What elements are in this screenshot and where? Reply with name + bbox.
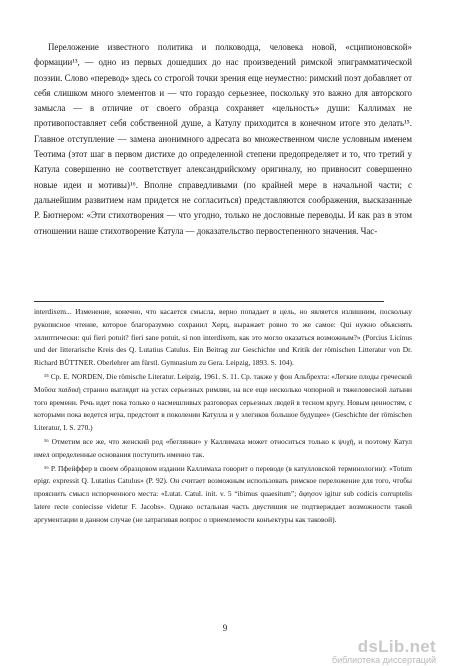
footnote-15: ¹⁵ Ср. E. NORDEN, Die römische Literatur. Leipzig, 1961. S. 11. Ср. также у фон Альбрехта: «Легкие плоды греческой Μοῦσα παιδική странно выглядят на устах серьезных римлян, на все еще несколько чопорной и тяжеловесной латыни того времени. Речь идет пока только о насмешливых разговорах серьезных людей в тесном кругу. Новым ценностям, с которыми пока ведется игра, предстоит в поколении Катулла и у элегиков большое будущее» (Geschichte der römischen Literatur, I. S. 270.) — [34, 371, 412, 433]
footnote-16b: ¹⁶ Р. Пфейффер в своем образцовом издании Каллимаха говорит о переводе (в катулловской терминологии): «Totum epigr. expressit Q. Lutatius Catulus» (P. 92). Он считает возможным использовать римское переложение для того, чтобы прояснить смысл испорченного места: «Lutat. Catul. init. v. 5 “ibimus quaesitum”; ἄφησον igitur sub codicis corruptelis latere recte coniecisse videtur F. Jacobs». Однако остальная часть двустишия не подтверждает возможности такой аргументации в данном случае (не затрагивая вопрос о приемлемости конъектуры как таковой). — [34, 463, 412, 524]
main-text — [34, 40, 412, 239]
footnote-separator — [34, 301, 384, 302]
footnotes — [34, 306, 412, 528]
footnote-continuation: interdixem... Изменение, конечно, что касается смысла, верно попадает в цель, но является излишним, поскольку рукописное чтение, которое благоразумно сохранил Херц, выражает ровно то же самое: Qui нужно объяснять эллиптически: qui fieri potuit? fieri sane potuit, si non interdixem, как это могло оказаться возможным?» (Porcius Licinus und der litterarische Kreis des Q. Lutatius Catulus. Ein Beitrag zur Geschichte und Kritik der römischen Litteratur von Dr. Richard BÜTTNER. Oberlehrer am fürstl. Gymnasium zu Gera. Leipzig, 1893. S. 104). — [34, 307, 412, 368]
watermark-logo — [332, 638, 436, 665]
watermark-tagline: библиотека диссертаций — [331, 655, 436, 665]
page-number: 9 — [222, 623, 228, 633]
main-paragraph: Переложение известного политика и полководца, человека новой, «сципионовской» формации¹³, — одно из первых дошедших до нас произведений римской эпиграмматической поэзии. Слово «перевод» здесь со строгой точки зрения еще неуместно: римский поэт добавляет от себя слишком много элементов и — что гораздо серьезнее, поскольку это важно для авторского замысла — в отличие от своего образца сохраняет «цельность» души: Каллимах не противопоставляет себя собственной душе, а Катулу приходится в конечном итоге это делать¹⁵. Главное отступление — замена анонимного адресата во множественном числе условным именем Теотима (этот шаг в первом дистихе до определенной степени предопределяет и то, что третий у Катула совершенно не соответствует александрийскому оригиналу, но привносит совершенно новые идеи и мотивы)¹⁶. Вполне справедливыми (по крайней мере в начальной части; с дальнейшим развитием нам придется не согласиться) представляются соображения, высказанные Р. Бютнером: «Эти стихотворения — что угодно, только не дословные переводы. И как раз в этом отношении наше стихотворение Катула — доказательство первостепенного значения. Час- — [34, 42, 412, 236]
footnote-16a: ¹⁶ Отметим все же, что женский род «беглянки» у Каллимаха может относиться только к ψυχή, и поэтому Катул имел определенные основания поступить именно так. — [34, 436, 412, 459]
watermark-brand: dsLib.net — [357, 637, 436, 656]
